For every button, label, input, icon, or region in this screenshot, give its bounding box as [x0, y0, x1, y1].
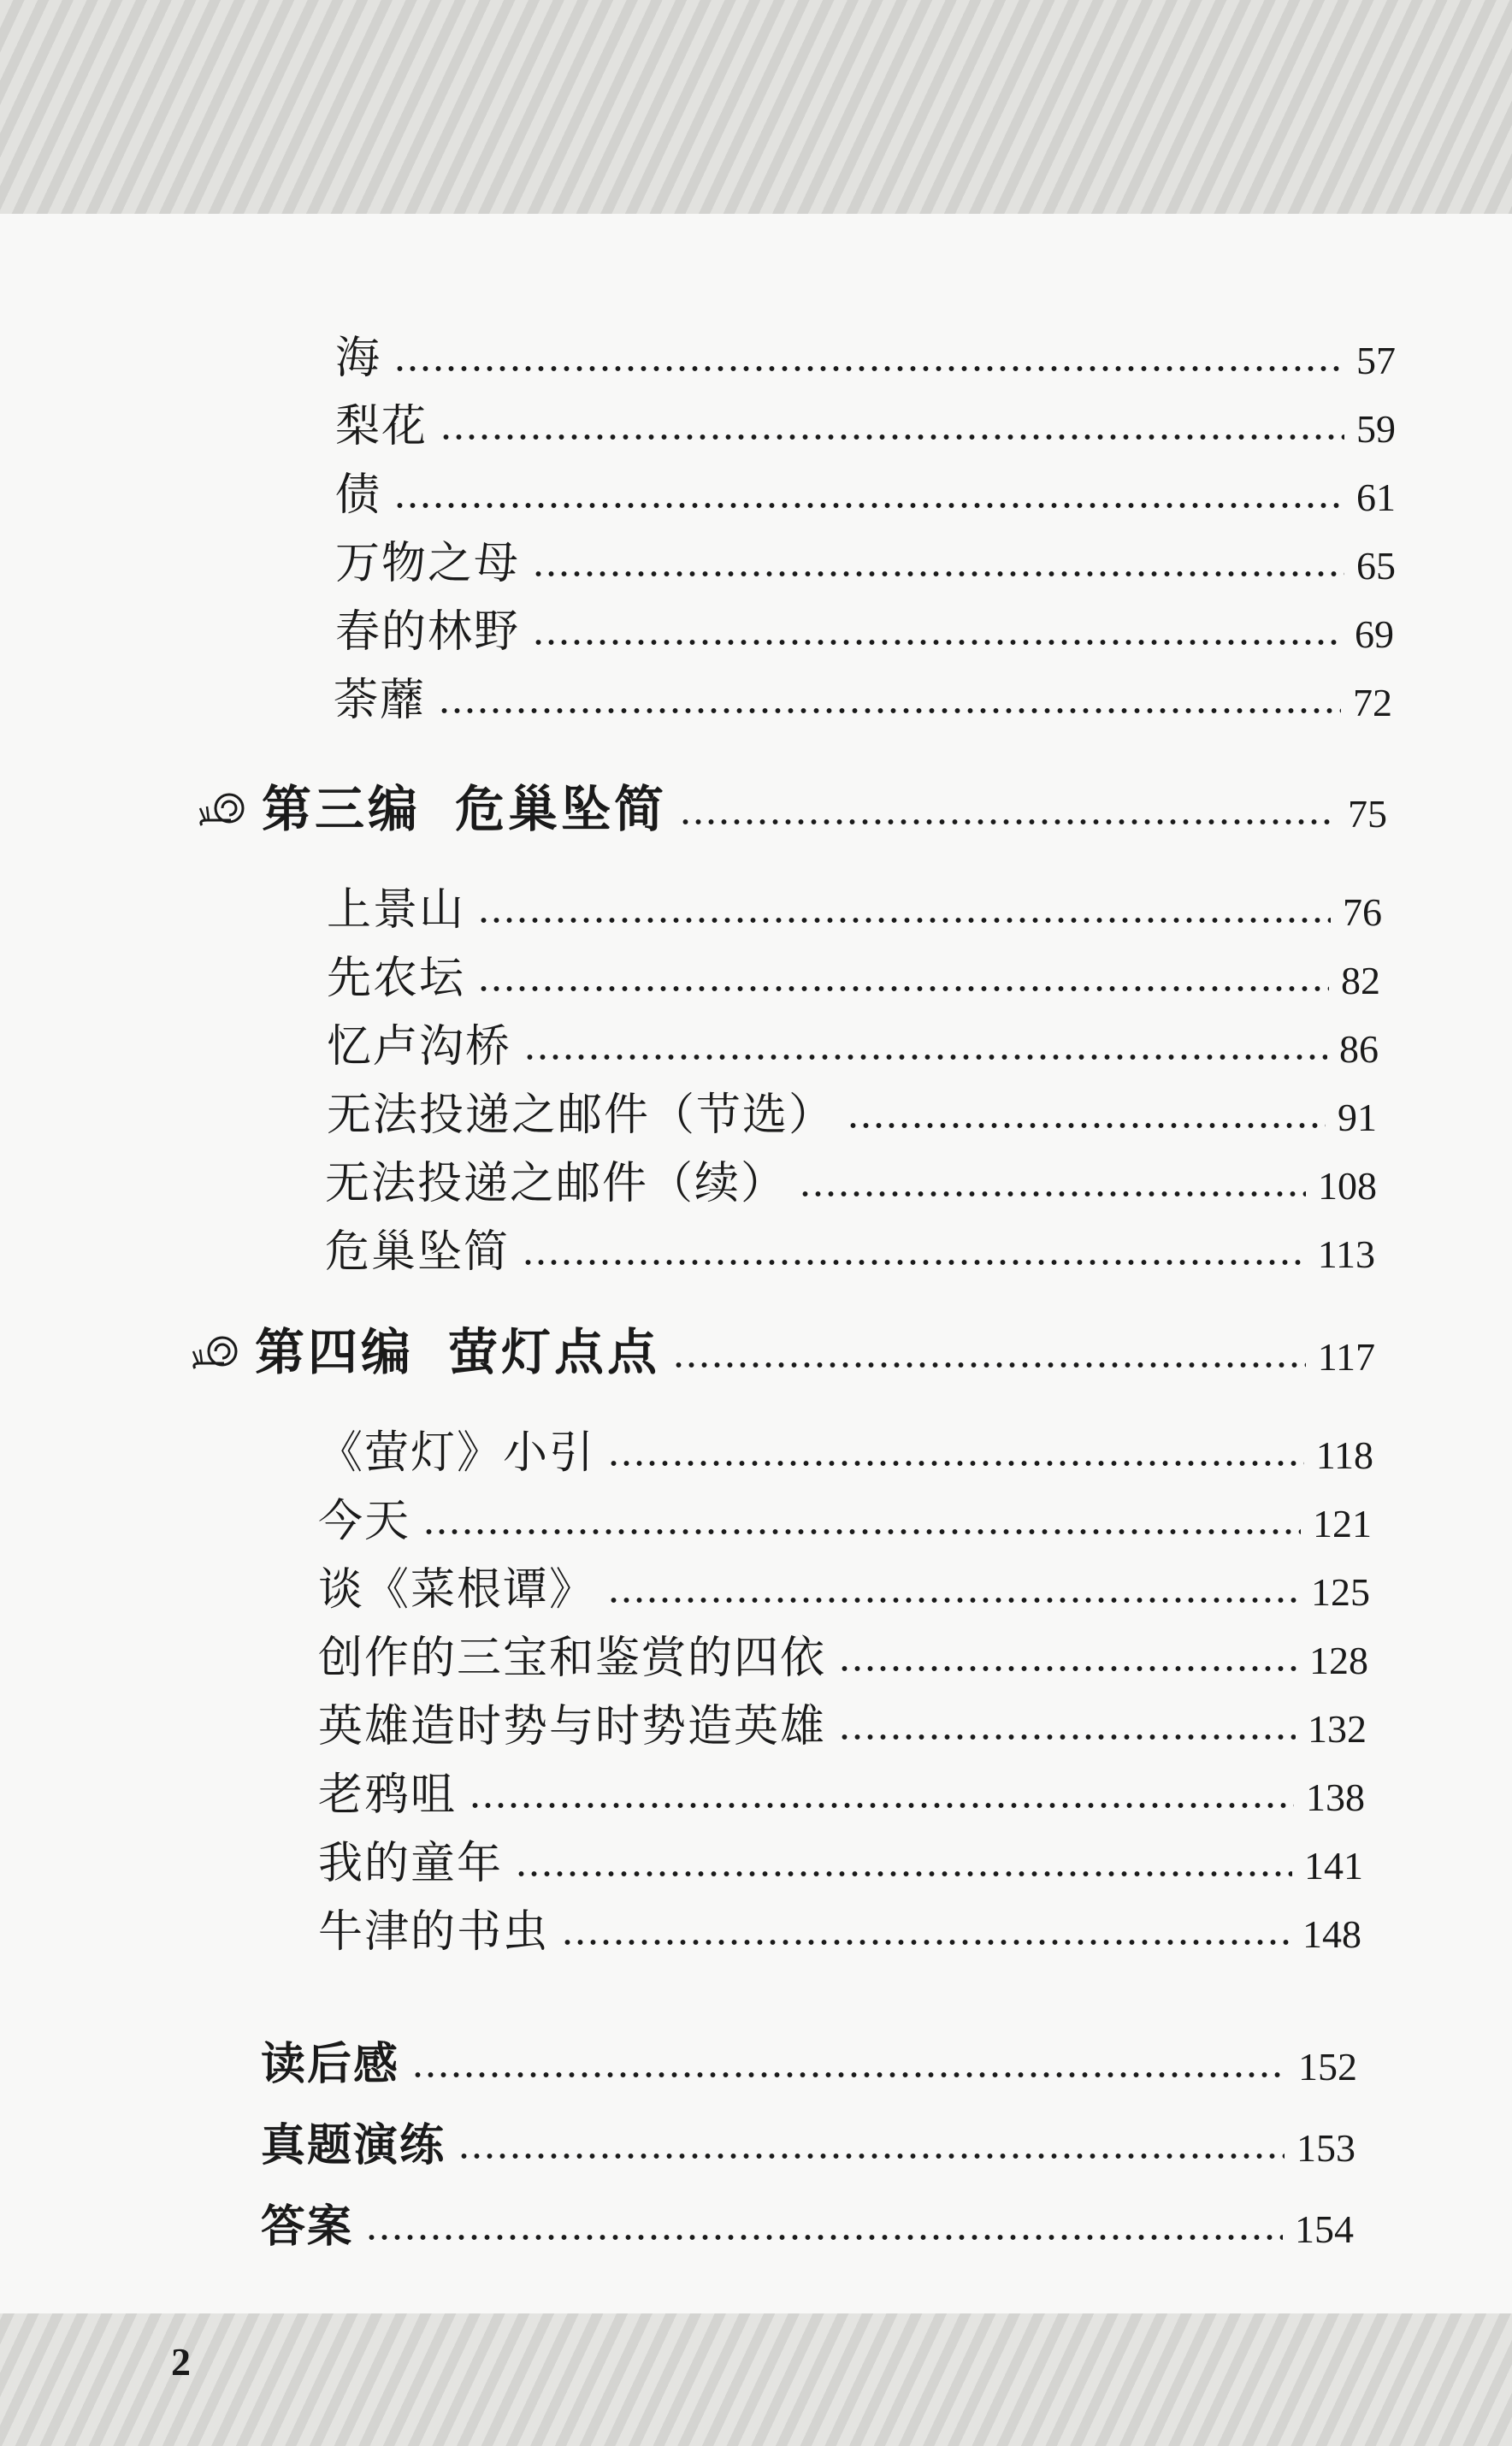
- toc-entry: [327, 941, 1380, 1004]
- leader-dots: [607, 1597, 1299, 1604]
- leader-dots: [523, 1054, 1327, 1061]
- leader-dots: [532, 570, 1344, 577]
- toc-entry-title: 真题演练: [261, 2119, 446, 2171]
- leader-dots: [522, 1259, 1306, 1266]
- snail-icon: [197, 783, 251, 834]
- toc-entry: [335, 389, 1396, 452]
- leader-dots: [393, 502, 1344, 509]
- toc-entry-page: 65: [1356, 544, 1396, 588]
- leader-dots: [477, 985, 1329, 992]
- toc-entry-page: 125: [1311, 1570, 1370, 1614]
- leader-dots: [393, 365, 1344, 372]
- toc-entry-page: 132: [1308, 1707, 1367, 1751]
- toc-entry-title: 忆卢沟桥: [327, 1021, 512, 1072]
- leader-dots: [607, 1460, 1304, 1467]
- toc-entry: [318, 1689, 1367, 1752]
- toc-entry-page: 118: [1315, 1433, 1373, 1477]
- toc-entry-page: 69: [1355, 612, 1394, 656]
- toc-entry-page: 91: [1338, 1096, 1377, 1139]
- toc-entry-title: 上景山: [327, 884, 466, 936]
- toc-entry-page: 154: [1295, 2207, 1354, 2251]
- toc-entry-page: 82: [1341, 959, 1380, 1002]
- toc-entry-title: 老鸦咀: [318, 1770, 458, 1821]
- toc-entry-page: 59: [1356, 407, 1396, 451]
- leader-dots: [561, 1939, 1291, 1946]
- toc-entry-title: 债: [335, 470, 382, 521]
- toc-entry: [335, 526, 1396, 589]
- toc-entry-title: 创作的三宝和鉴赏的四依: [318, 1633, 827, 1684]
- section-heading-4: [190, 1317, 1375, 1381]
- toc-entry-page: 141: [1304, 1844, 1363, 1888]
- toc-entry-title: 读后感: [261, 2038, 400, 2090]
- section-heading-3: [197, 774, 1387, 838]
- toc-entry-page: 72: [1353, 681, 1392, 724]
- toc-entry-title: 谈《菜根谭》: [318, 1564, 596, 1616]
- toc-entry-page: 108: [1318, 1164, 1377, 1208]
- toc-entry: [318, 1621, 1368, 1684]
- toc-entry: [318, 1826, 1363, 1889]
- leader-dots: [422, 1528, 1301, 1535]
- leader-dots: [515, 1870, 1292, 1877]
- section-name: 危巢坠简: [455, 780, 668, 838]
- toc-entry: [335, 321, 1396, 384]
- leader-dots: [411, 2071, 1286, 2078]
- leader-dots: [469, 1802, 1294, 1809]
- background-top-edge: [0, 0, 1512, 231]
- toc-entry-title: 万物之母: [335, 538, 521, 589]
- toc-entry: [327, 872, 1382, 936]
- toc-entry-title: 荼蘼: [334, 675, 427, 726]
- snail-icon: [190, 1326, 245, 1377]
- toc-entry-page: 138: [1306, 1775, 1365, 1819]
- toc-entry: [325, 1214, 1375, 1278]
- leader-dots: [477, 917, 1331, 924]
- toc-entry-title: 海: [335, 333, 382, 384]
- leader-dots: [847, 1122, 1326, 1129]
- toc-entry-title: 春的林野: [335, 606, 521, 658]
- leader-dots: [679, 818, 1336, 825]
- toc-entry: [327, 1009, 1379, 1072]
- section-name: 萤灯点点: [448, 1323, 661, 1381]
- toc-entry-title: 无法投递之邮件（节选）: [327, 1090, 836, 1141]
- leader-dots: [458, 2153, 1285, 2159]
- toc-entry-title: 梨花: [335, 401, 428, 452]
- section-part-label: 第四编: [255, 1323, 415, 1381]
- toc-entry-page: 121: [1313, 1502, 1372, 1545]
- leader-dots: [438, 707, 1341, 714]
- toc-entry-title: 先农坛: [327, 953, 466, 1004]
- toc-entry-title: 无法投递之邮件（续）: [325, 1158, 788, 1209]
- leader-dots: [532, 639, 1343, 646]
- leader-dots: [440, 434, 1344, 440]
- toc-entry: [327, 1078, 1377, 1141]
- toc-entry-title: 英雄造时势与时势造英雄: [318, 1701, 827, 1752]
- leader-dots: [838, 1665, 1297, 1672]
- leader-dots: [672, 1362, 1306, 1368]
- leader-dots: [365, 2234, 1283, 2241]
- toc-entry-end-matter: [261, 2189, 1354, 2253]
- toc-entry-end-matter: [261, 2108, 1355, 2171]
- toc-entry-title: 答案: [261, 2201, 354, 2253]
- toc-entry-page: 86: [1339, 1027, 1379, 1071]
- toc-entry: [325, 1146, 1377, 1209]
- toc-entry-page: 57: [1356, 339, 1396, 382]
- toc-entry-page: 113: [1317, 1232, 1375, 1276]
- toc-entry: [335, 594, 1394, 658]
- toc-entry: [334, 663, 1392, 726]
- toc-entry: [318, 1484, 1372, 1547]
- toc-entry-page: 117: [1317, 1335, 1375, 1379]
- toc-entry-page: 153: [1296, 2126, 1355, 2170]
- toc-entry-page: 148: [1302, 1912, 1361, 1956]
- leader-dots: [799, 1191, 1306, 1197]
- toc-entry-page: 61: [1356, 476, 1396, 519]
- toc-entry-title: 危巢坠简: [325, 1226, 511, 1278]
- toc-entry-title: 今天: [318, 1496, 411, 1547]
- toc-entry-title: 我的童年: [318, 1838, 504, 1889]
- toc-entry-end-matter: [261, 2027, 1357, 2090]
- toc-entry-page: 152: [1298, 2045, 1357, 2089]
- background-bottom-edge: [0, 2292, 1512, 2446]
- toc-entry-title: 牛津的书虫: [318, 1906, 550, 1958]
- toc-entry: [318, 1552, 1370, 1616]
- toc-entry-page: 128: [1309, 1639, 1368, 1682]
- section-part-label: 第三编: [262, 780, 422, 838]
- toc-entry-page: 75: [1348, 792, 1387, 836]
- leader-dots: [838, 1734, 1296, 1740]
- toc-entry: [318, 1758, 1365, 1821]
- toc-entry: [318, 1415, 1373, 1479]
- toc-entry-title: 《萤灯》小引: [318, 1427, 596, 1479]
- toc-entry-page: 76: [1343, 890, 1382, 934]
- toc-entry: [318, 1894, 1361, 1958]
- toc-entry: [335, 458, 1396, 521]
- page-number: 2: [171, 2340, 191, 2384]
